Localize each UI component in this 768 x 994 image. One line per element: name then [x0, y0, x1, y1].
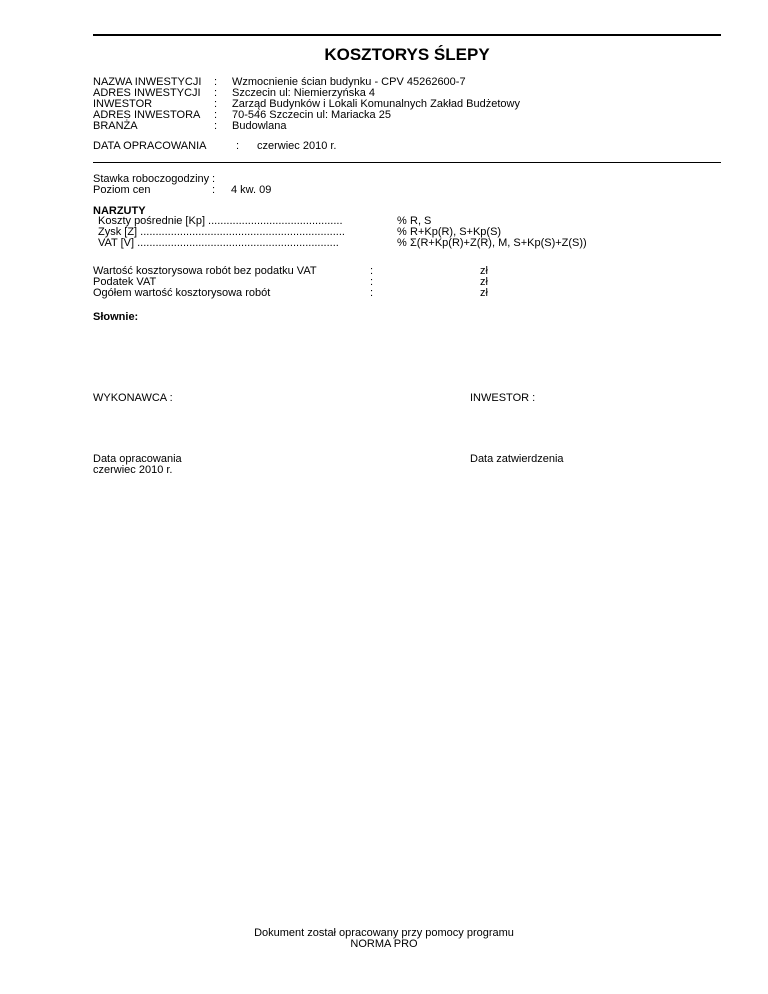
info-label: NAZWA INWESTYCJI: [93, 76, 202, 88]
info-value: Szczecin ul: Niemierzyńska 4: [232, 87, 376, 99]
data-opracowania-value: czerwiec 2010 r.: [93, 464, 173, 476]
value-label: Ogółem wartość kosztorysowa robót: [93, 287, 271, 299]
narzuty-unit: %: [397, 237, 407, 249]
rate-value: 4 kw. 09: [231, 184, 272, 196]
footer-line-1: Dokument został opracowany przy pomocy programu: [254, 927, 514, 939]
value-currency: zł: [480, 265, 488, 277]
narzuty-unit: %: [397, 215, 407, 227]
wykonawca-label: WYKONAWCA :: [93, 392, 173, 404]
inwestor-label: INWESTOR :: [470, 392, 536, 404]
value-currency: zł: [480, 287, 488, 299]
info-label: ADRES INWESTYCJI: [93, 87, 201, 99]
rate-sep: :: [212, 184, 216, 196]
rate-label: Stawka roboczogodziny: [93, 173, 210, 185]
document-title: KOSZTORYS ŚLEPY: [324, 45, 490, 64]
value-sep: :: [370, 276, 374, 288]
info-sep: :: [214, 98, 218, 110]
date-value: czerwiec 2010 r.: [257, 140, 337, 152]
info-sep: :: [214, 87, 218, 99]
value-sep: :: [370, 287, 374, 299]
narzuty-formula: R, S: [410, 215, 432, 227]
info-label: BRANŻA: [93, 120, 138, 132]
info-sep: :: [214, 76, 218, 88]
info-label: ADRES INWESTORA: [93, 109, 201, 121]
info-sep: :: [214, 109, 218, 121]
value-label: Wartość kosztorysowa robót bez podatku VAT: [93, 265, 317, 277]
info-sep: :: [214, 120, 218, 132]
info-value: Budowlana: [232, 120, 287, 132]
rate-sep: :: [212, 173, 216, 185]
narzuty-label: VAT [V] ..................................................................: [98, 237, 339, 249]
narzuty-label: Zysk [Z] ...................................................................: [98, 226, 345, 238]
footer-line-2: NORMA PRO: [350, 938, 418, 950]
date-sep: :: [236, 140, 240, 152]
info-value: Wzmocnienie ścian budynku - CPV 45262600-7: [232, 76, 466, 88]
date-label: DATA OPRACOWANIA: [93, 140, 207, 152]
narzuty-label: Koszty pośrednie [Kp] ............................................: [98, 215, 343, 227]
narzuty-heading: NARZUTY: [93, 205, 146, 217]
rate-label: Poziom cen: [93, 184, 151, 196]
info-label: INWESTOR: [93, 98, 153, 110]
narzuty-formula: Σ(R+Kp(R)+Z(R), M, S+Kp(S)+Z(S)): [410, 237, 587, 249]
section-rule: [93, 162, 721, 163]
value-currency: zł: [480, 276, 488, 288]
data-zatwierdzenia-label: Data zatwierdzenia: [470, 453, 564, 465]
narzuty-unit: %: [397, 226, 407, 238]
narzuty-formula: R+Kp(R), S+Kp(S): [410, 226, 502, 238]
top-rule: [93, 34, 721, 36]
slownie-label: Słownie:: [93, 311, 139, 323]
value-sep: :: [370, 265, 374, 277]
value-label: Podatek VAT: [93, 276, 157, 288]
info-value: 70-546 Szczecin ul: Mariacka 25: [232, 109, 391, 121]
data-opracowania-label: Data opracowania: [93, 453, 182, 465]
info-value: Zarząd Budynków i Lokali Komunalnych Zakład Budżetowy: [232, 98, 520, 110]
